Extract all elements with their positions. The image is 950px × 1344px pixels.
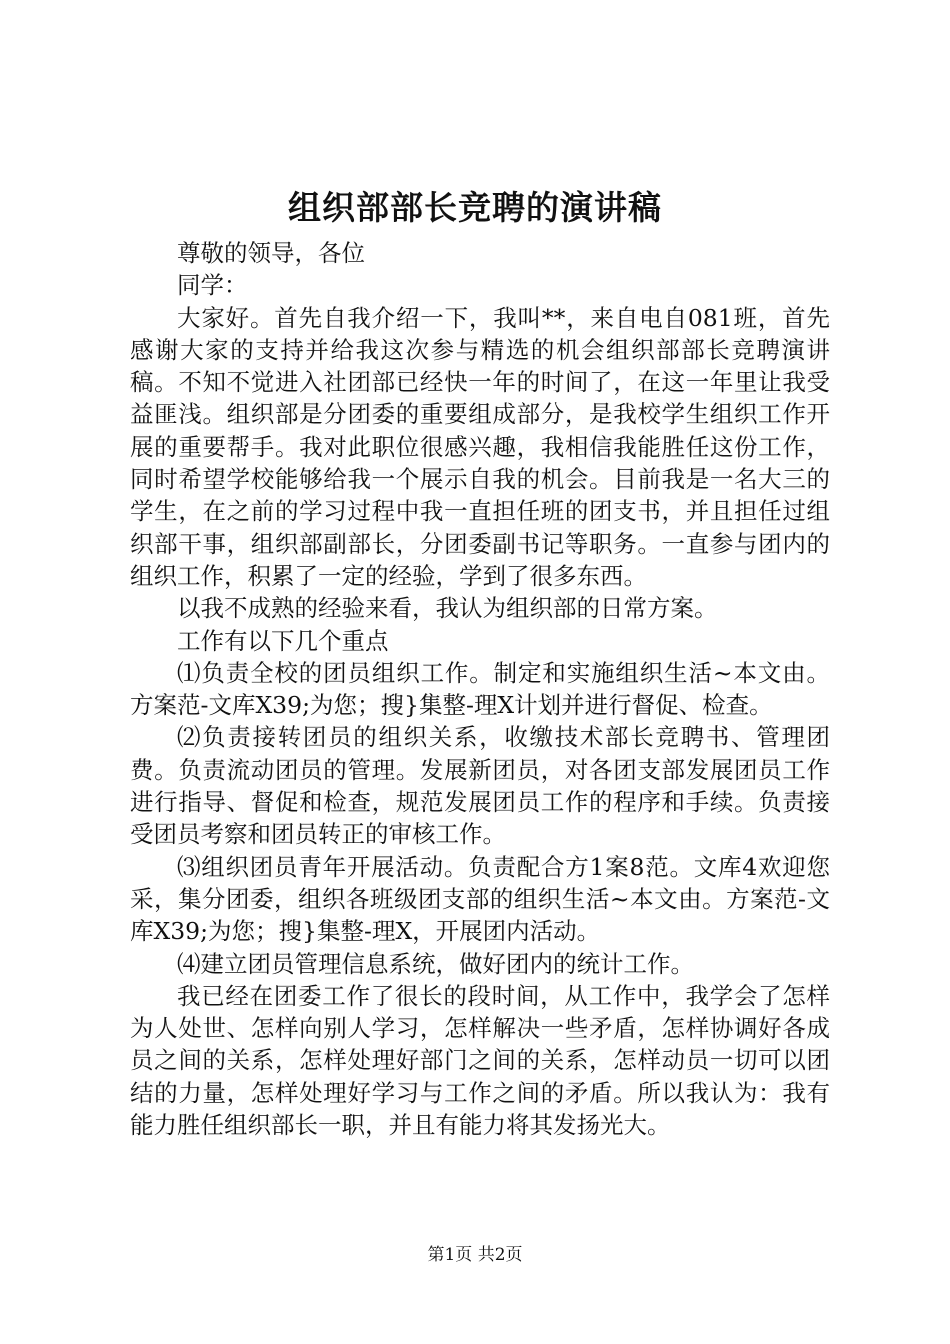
list-item-1: ⑴负责全校的团员组织工作。制定和实施组织生活~本文由。方案范-文库X39;为您；搜}集整-理X计划并进行督促、检查。: [130, 658, 830, 720]
greeting-line-2: 同学：: [177, 271, 248, 300]
page-number-footer: 第1页 共2页: [427, 1245, 523, 1265]
paragraph-introduction: 大家好。首先自我介绍一下，我叫**，来自电自081班，首先感谢大家的支持并给我这次参与精选的机会组织部部长竞聘演讲稿。不知不觉进入社团部已经快一年的时间了，在这一年里让我受益匪浅。组织部是分团委的重要组成部分，是我校学生组织工作开展的重要帮手。我对此职位很感兴趣，我相信我能胜任这份工作，同时希望学校能够给我一个展示自我的机会。目前我是一名大三的学生，在之前的学习过程中我一直担任班的团支书，并且担任过组织部干事，组织部副部长，分团委副书记等职务。一直参与团内的组织工作，积累了一定的经验，学到了很多东西。: [130, 303, 830, 590]
list-item-3: ⑶组织团员青年开展活动。负责配合方1案8范。文库4欢迎您采，集分团委，组织各班级团支部的组织生活~本文由。方案范-文库X39;为您；搜}集整-理X，开展团内活动。: [130, 852, 830, 946]
greeting-line-1: 尊敬的领导，各位: [177, 239, 365, 267]
paragraph-experience-view: 以我不成熟的经验来看，我认为组织部的日常方案。: [177, 594, 718, 623]
paragraph-key-points-heading: 工作有以下几个重点: [177, 626, 389, 655]
list-item-4: ⑷建立团员管理信息系统，做好团内的统计工作。: [177, 949, 694, 978]
document-body: [130, 237, 830, 1141]
paragraph-conclusion: 我已经在团委工作了很长的段时间，从工作中，我学会了怎样为人处世、怎样向别人学习，怎样解决一些矛盾，怎样协调好各成员之间的关系，怎样处理好部门之间的关系，怎样动员一切可以团结的力量，怎样处理好学习与工作之间的矛盾。所以我认为：我有能力胜任组织部长一职，并且有能力将其发扬光大。: [130, 981, 830, 1140]
list-item-2: ⑵负责接转团员的组织关系，收缴技术部长竞聘书、管理团费。负责流动团员的管理。发展新团员，对各团支部发展团员工作进行指导、督促和检查，规范发展团员工作的程序和手续。负责接受团员考察和团员转正的审核工作。: [130, 723, 830, 849]
document-title: 组织部部长竞聘的演讲稿: [288, 188, 662, 227]
